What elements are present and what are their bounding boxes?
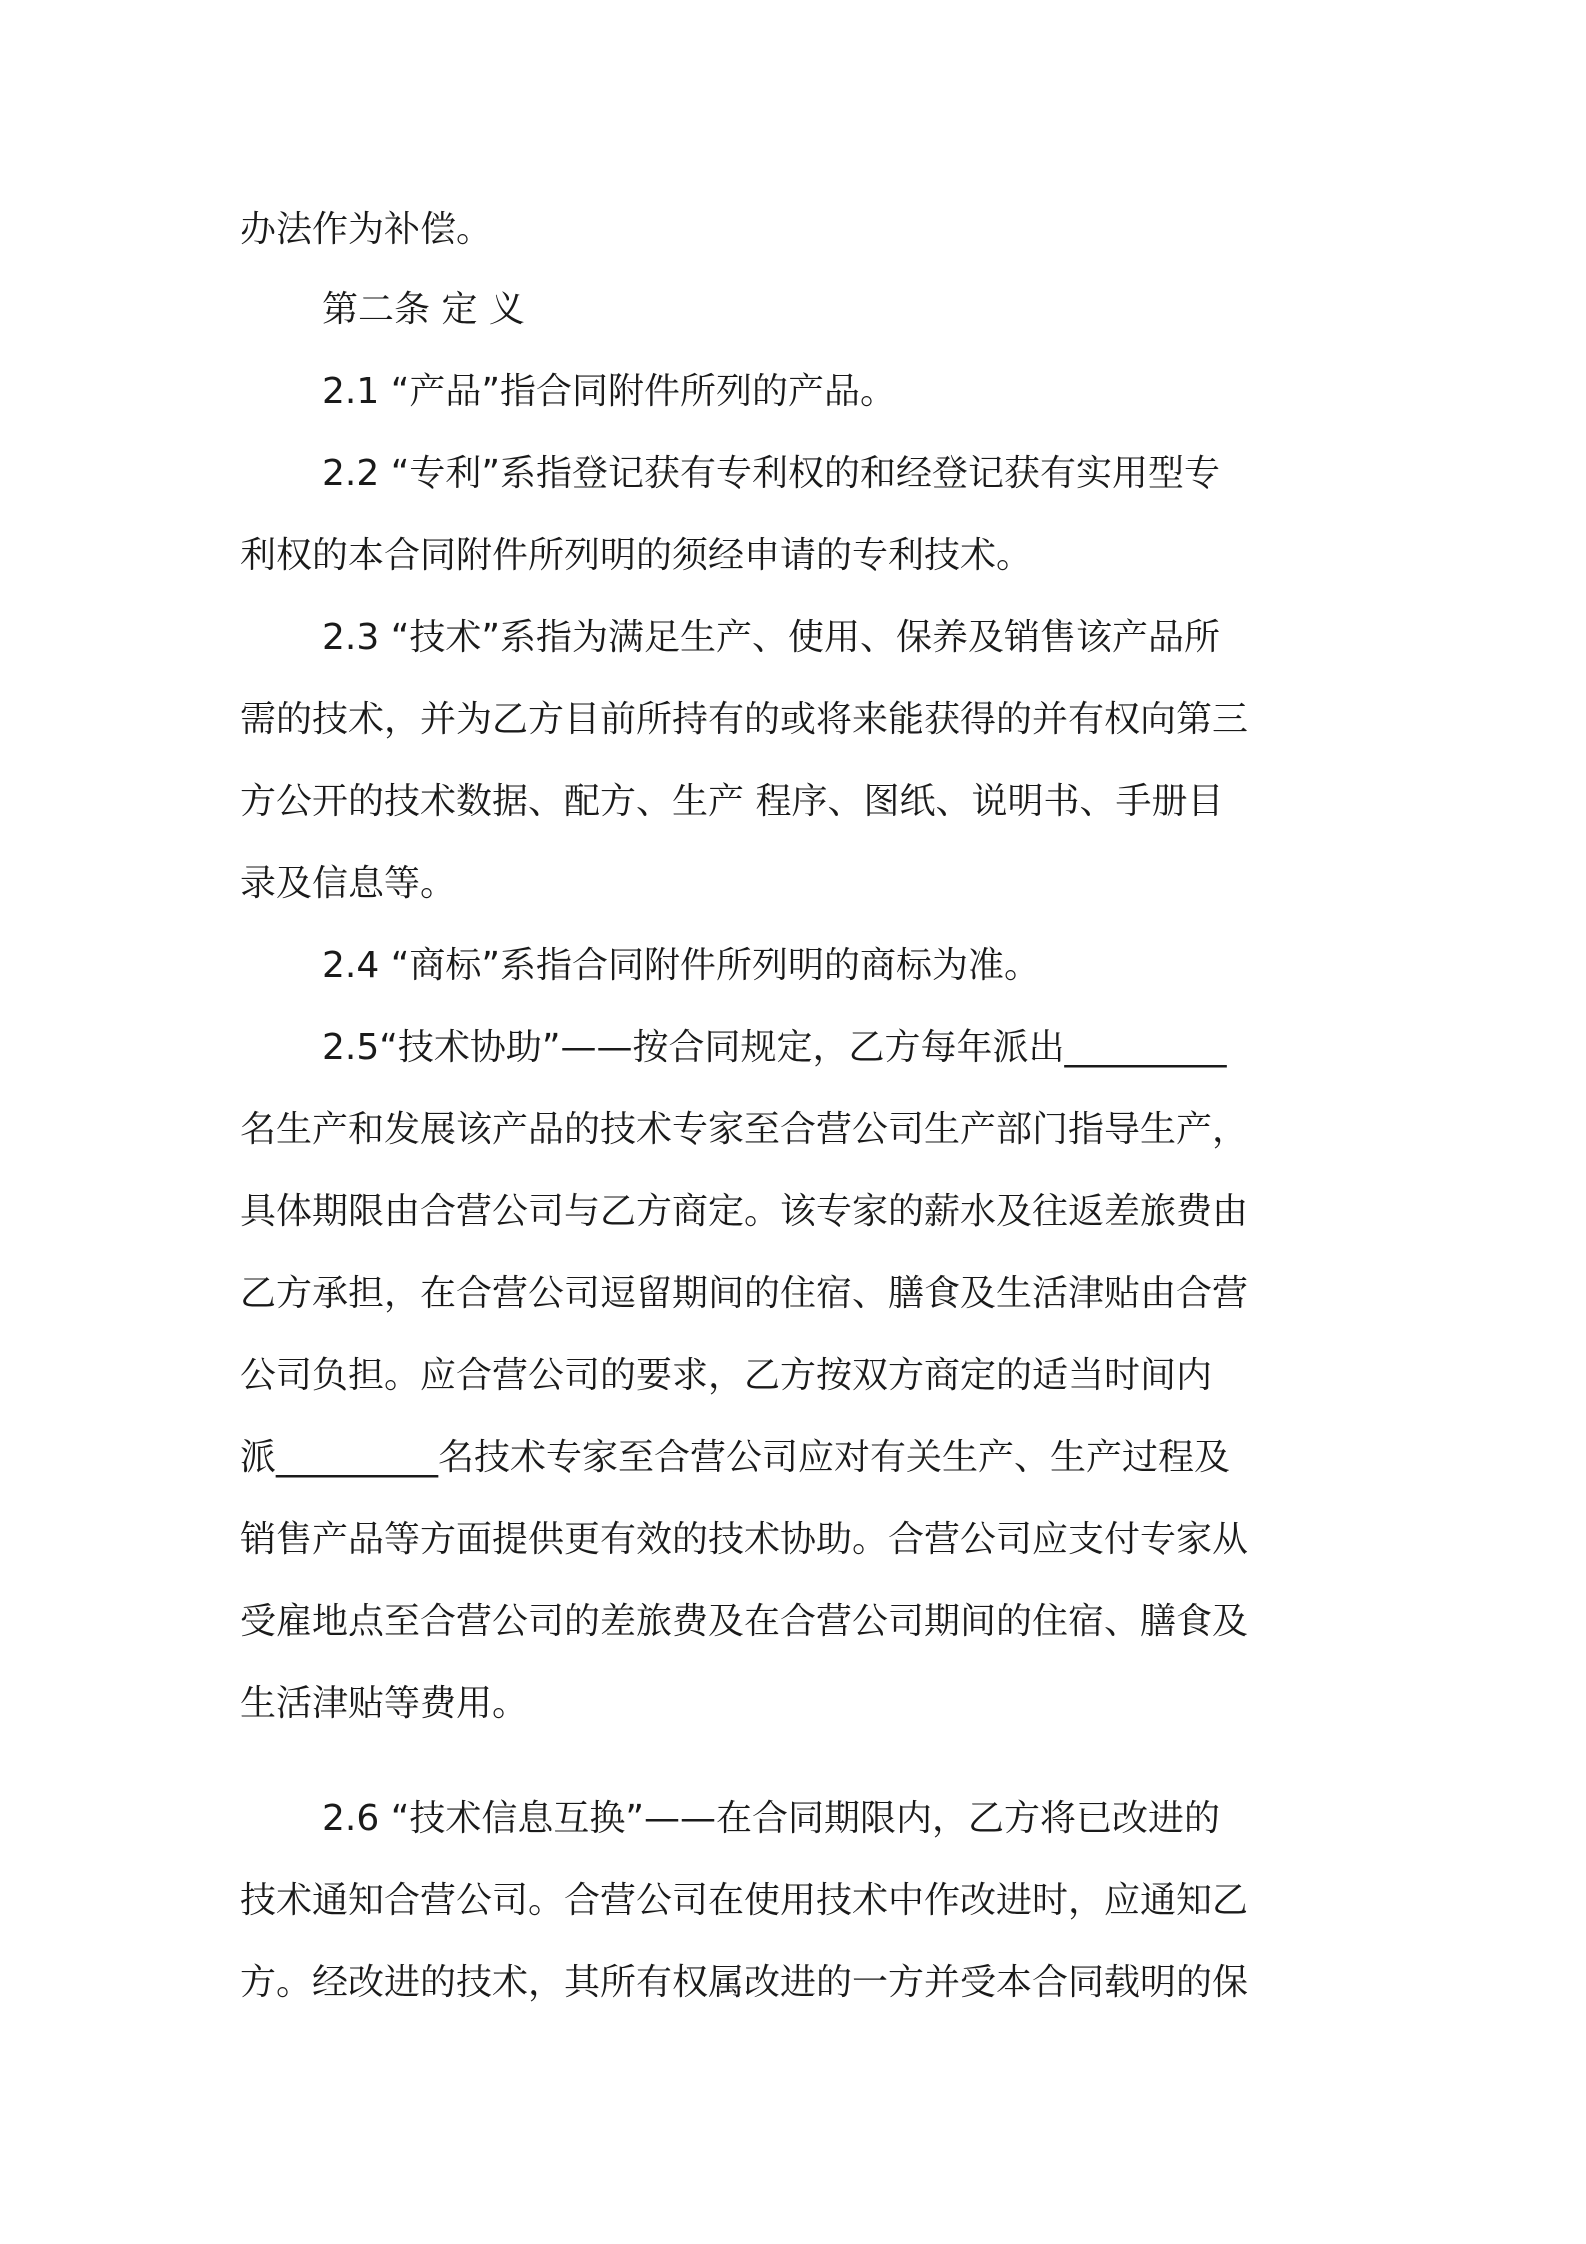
- text-line: 方公开的技术数据、配方、生产 程序、图纸、说明书、手册目: [240, 781, 1224, 822]
- text-line: 2.2 “专利”系指登记获有专利权的和经登记获有实用型专: [322, 453, 1220, 494]
- text-line: 2.3 “技术”系指为满足生产、使用、保养及销售该产品所: [322, 617, 1220, 658]
- text-line: 乙方承担，在合营公司逗留期间的住宿、膳食及生活津贴由合营: [240, 1273, 1249, 1314]
- text-line: 2.6 “技术信息互换”——在合同期限内，乙方将已改进的: [322, 1798, 1220, 1839]
- text-line: 派_________名技术专家至合营公司应对有关生产、生产过程及: [240, 1437, 1231, 1478]
- text-line: 利权的本合同附件所列明的须经申请的专利技术。: [240, 535, 1033, 576]
- text-line: 方。经改进的技术，其所有权属改进的一方并受本合同载明的保: [240, 1962, 1249, 2003]
- section-heading: 第二条 定 义: [322, 289, 525, 330]
- text-line: 2.1 “产品”指合同附件所列的产品。: [322, 371, 896, 412]
- text-line: 2.5“技术协助”——按合同规定，乙方每年派出_________: [322, 1027, 1227, 1068]
- text-line: 受雇地点至合营公司的差旅费及在合营公司期间的住宿、膳食及: [240, 1601, 1249, 1642]
- text-line: 录及信息等。: [240, 863, 457, 904]
- text-line: 2.4 “商标”系指合同附件所列明的商标为准。: [322, 945, 1040, 986]
- text-line: 办法作为补偿。: [240, 209, 493, 250]
- text-line: 技术通知合营公司。合营公司在使用技术中作改进时，应通知乙: [240, 1880, 1249, 1921]
- text-line: 名生产和发展该产品的技术专家至合营公司生产部门指导生产，: [240, 1109, 1249, 1150]
- text-line: 销售产品等方面提供更有效的技术协助。合营公司应支付专家从: [240, 1519, 1249, 1560]
- text-line: 需的技术，并为乙方目前所持有的或将来能获得的并有权向第三: [240, 699, 1249, 740]
- text-line: 公司负担。应合营公司的要求，乙方按双方商定的适当时间内: [240, 1355, 1213, 1396]
- text-line: 生活津贴等费用。: [240, 1683, 529, 1724]
- text-line: 具体期限由合营公司与乙方商定。该专家的薪水及往返差旅费由: [240, 1191, 1249, 1232]
